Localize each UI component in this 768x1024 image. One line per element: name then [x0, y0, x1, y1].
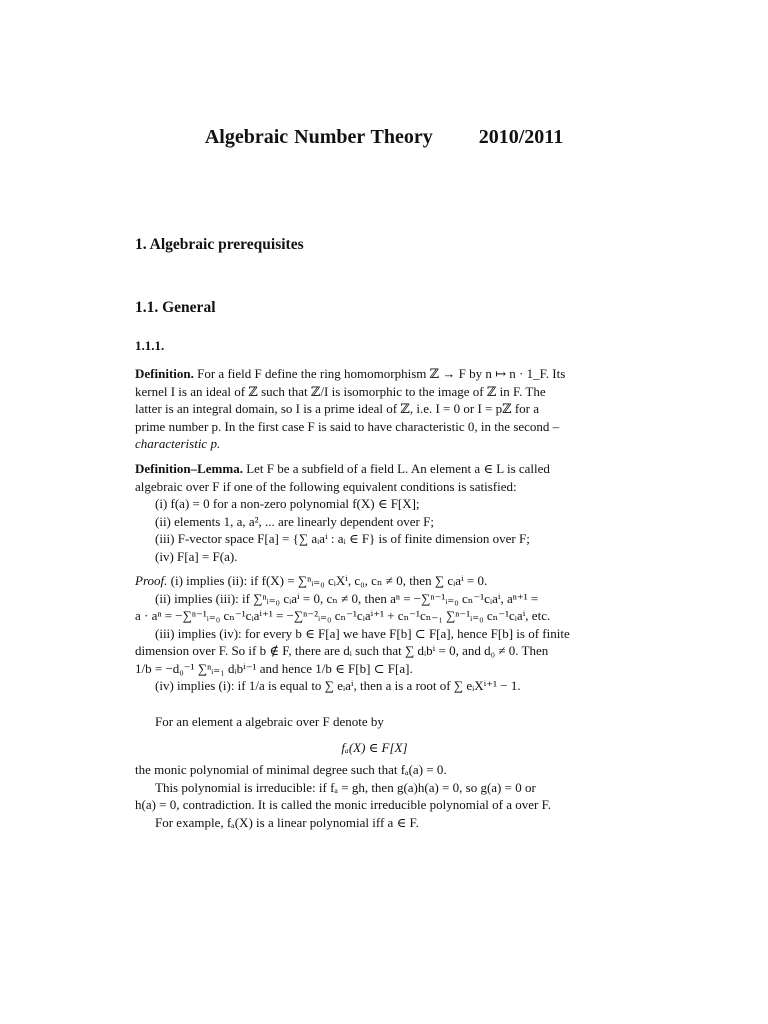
academic-year: 2010/2011 [478, 126, 564, 148]
definition-line: latter is an integral domain, so I is a prime ideal of ℤ, i.e. I = 0 or I = pℤ for a [135, 401, 540, 416]
proof-line: a · aⁿ = −∑ⁿ⁻¹ᵢ₌₀ cₙ⁻¹cᵢaⁱ⁺¹ = −∑ⁿ⁻²ᵢ₌₀ cₙ⁻¹cᵢaⁱ⁺¹ + cₙ⁻¹cₙ₋₁ ∑ⁿ⁻¹ᵢ₌₀ cₙ⁻¹cᵢaⁱ, etc. [135, 608, 551, 623]
proof-line: (iii) implies (iv): for every b ∈ F[a] we have F[b] ⊂ F[a], hence F[b] is of finite [155, 625, 570, 641]
definition-line: Definition. For a field F define the ring homomorphism ℤ → F by n ↦ n · 1_F. Its [135, 366, 566, 381]
definition-line: kernel I is an ideal of ℤ such that ℤ/I is isomorphic to the image of ℤ in F. The [135, 383, 546, 399]
definition-line: characteristic p. [135, 436, 221, 451]
paragraph-line: For an element a algebraic over F denote by [155, 714, 384, 729]
proof-label: Proof. [135, 573, 168, 588]
condition-item: (ii) elements 1, a, a², ... are linearly dependent over F; [155, 513, 434, 529]
definition-lemma-block [135, 460, 614, 565]
proof-block [135, 572, 614, 695]
definition-lemma-line: algebraic over F if one of the following equivalent conditions is satisfied: [135, 478, 517, 494]
subsubsection-heading: 1.1.1. [135, 338, 165, 353]
condition-item: (iv) F[a] = F(a). [155, 548, 238, 564]
proof-line: (ii) implies (iii): if ∑ⁿᵢ₌₀ cᵢaⁱ = 0, cₙ ≠ 0, then aⁿ = −∑ⁿ⁻¹ᵢ₌₀ cₙ⁻¹cᵢaⁱ, aⁿ⁺¹ = [155, 590, 539, 606]
proof-line: 1/b = −d₀⁻¹ ∑ⁿᵢ₌₁ dᵢbⁱ⁻¹ and hence 1/b ∈ F[b] ⊂ F[a]. [135, 660, 413, 676]
paragraph-line: the monic polynomial of minimal degree such that fₐ(a) = 0. [135, 762, 447, 777]
page-title [0, 126, 768, 149]
condition-item: (i) f(a) = 0 for a non-zero polynomial f(X) ∈ F[X]; [155, 496, 420, 511]
definition-label: Definition. [135, 366, 194, 381]
definition-lemma-line: Definition–Lemma. Let F be a subfield of a field L. An element a ∈ L is called [135, 461, 550, 476]
course-title: Algebraic Number Theory [204, 126, 433, 148]
definition-lemma-label: Definition–Lemma. [135, 461, 243, 476]
proof-line: Proof. (i) implies (ii): if f(X) = ∑ⁿᵢ₌₀ cᵢXⁱ, c₀, cₙ ≠ 0, then ∑ cᵢaⁱ = 0. [135, 573, 488, 588]
algebraic-element-block [135, 713, 614, 831]
paragraph-line: h(a) = 0, contradiction. It is called the monic irreducible polynomial of a over F. [135, 797, 552, 812]
condition-item: (iii) F-vector space F[a] = {∑ aᵢaⁱ : aᵢ ∈ F} is of finite dimension over F; [155, 531, 530, 546]
proof-line: (iv) implies (i): if 1/a is equal to ∑ eᵢaⁱ, then a is a root of ∑ eᵢXⁱ⁺¹ − 1. [155, 678, 521, 693]
section-heading: 1. Algebraic prerequisites [135, 236, 304, 253]
definition-block [135, 365, 614, 453]
display-formula: fₐ(X) ∈ F[X] [341, 739, 408, 755]
definition-line: prime number p. In the first case F is said to have characteristic 0, in the second – [135, 418, 560, 434]
paragraph-line: For example, fₐ(X) is a linear polynomial iff a ∈ F. [155, 814, 419, 830]
proof-line: dimension over F. So if b ∉ F, there are dᵢ such that ∑ dᵢbⁱ = 0, and d₀ ≠ 0. Then [135, 643, 549, 658]
paragraph-line: This polynomial is irreducible: if fₐ = gh, then g(a)h(a) = 0, so g(a) = 0 or [155, 779, 536, 795]
subsection-heading: 1.1. General [135, 299, 216, 316]
